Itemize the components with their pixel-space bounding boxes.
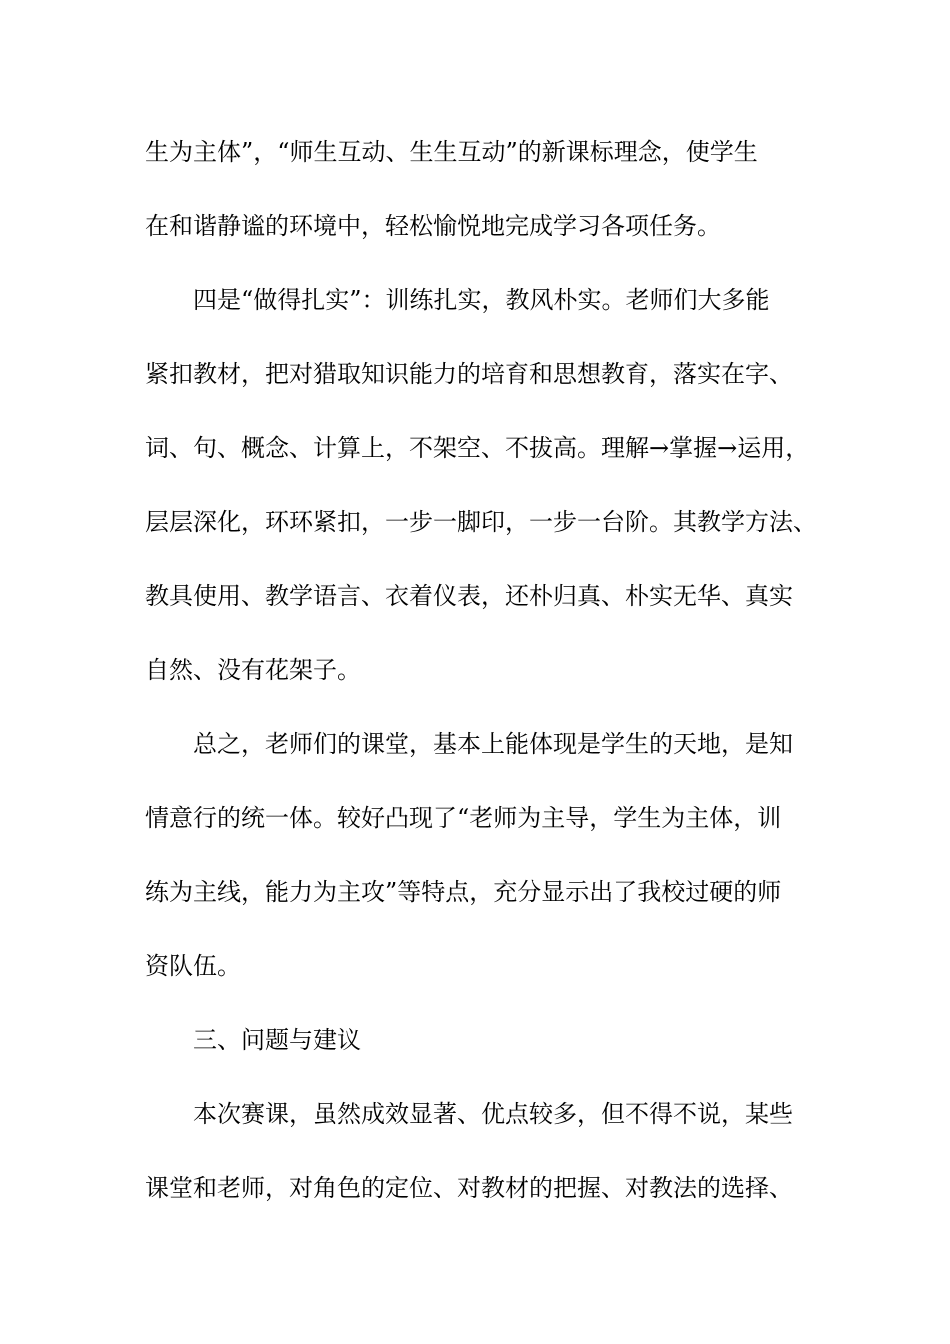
document-body	[145, 132, 825, 1242]
text-line: 词、句、概念、计算上，不架空、不拔高。理解→掌握→运用，	[145, 434, 810, 462]
paragraph-start-line: 本次赛课，虽然成效显著、优点较多，但不得不说，某些	[193, 1100, 793, 1128]
text-line: 自然、没有花架子。	[145, 656, 361, 684]
paragraph-start-line: 四是“做得扎实”：训练扎实，教风朴实。老师们大多能	[193, 286, 770, 314]
text-line: 教具使用、教学语言、衣着仪表，还朴归真、朴实无华、真实	[145, 582, 793, 610]
text-line: 生为主体”，“师生互动、生生互动”的新课标理念，使学生	[145, 138, 758, 166]
text-line: 课堂和老师，对角色的定位、对教材的把握、对教法的选择、	[145, 1174, 793, 1202]
text-line: 在和谐静谧的环境中，轻松愉悦地完成学习各项任务。	[145, 212, 721, 240]
text-line: 资队伍。	[145, 952, 241, 980]
text-line: 情意行的统一体。较好凸现了“老师为主导，学生为主体，训	[145, 804, 782, 832]
text-line: 层层深化，环环紧扣，一步一脚印，一步一台阶。其教学方法、	[145, 508, 817, 536]
text-line: 紧扣教材，把对猎取知识能力的培育和思想教育，落实在字、	[145, 360, 793, 388]
text-line: 练为主线，能力为主攻”等特点，充分显示出了我校过硬的师	[145, 878, 782, 906]
paragraph-start-line: 总之，老师们的课堂，基本上能体现是学生的天地，是知	[193, 730, 793, 758]
section-heading: 三、问题与建议	[193, 1026, 361, 1054]
